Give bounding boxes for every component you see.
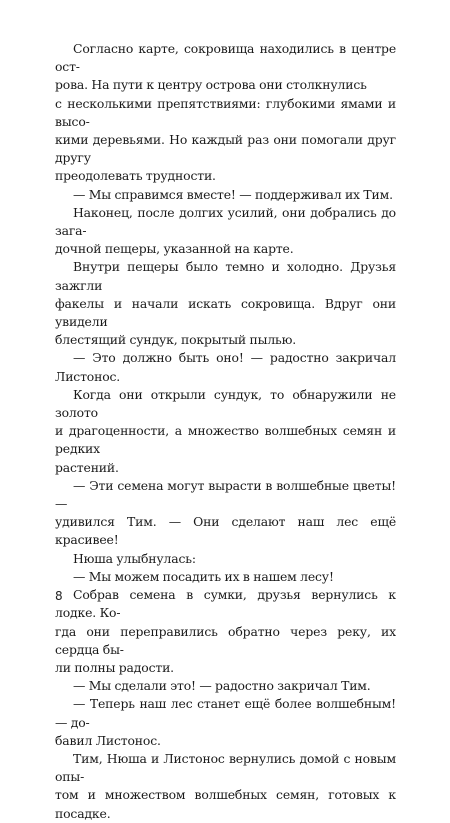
paragraph: — Теперь наш лес станет ещё более волшебным! — до- бавил Листонос. (55, 696, 396, 748)
story-text (55, 40, 396, 823)
paragraph: — Мы справимся вместе! — поддерживал их Тим. (73, 186, 393, 202)
paragraph: — Это должно быть оно! — радостно закричал Листонос. (55, 350, 396, 384)
paragraph: Когда они открыли сундук, то обнаружили не золото и драгоценности, а множество волшебных семян и редких растений. (55, 386, 396, 475)
paragraph: — Мы можем посадить их в нашем лесу! (73, 568, 334, 584)
paragraph: Нюша улыбнулась: (73, 550, 196, 566)
paragraph: Согласно карте, сокровища находились в центре ост- рова. На пути к центру острова они столкнулись с несколькими препятствиями: глубокими ямами и высо- кими деревьями. Но каждый раз они помогали друг другу преодолевать трудности. (55, 41, 396, 184)
paragraph: — Эти семена могут вырасти в волшебные цветы! — удивился Тим. — Они сделают наш лес ещё красивее! (55, 477, 396, 548)
paragraph: Собрав семена в сумки, друзья вернулись к лодке. Ко- гда они переправились обратно через реку, их сердца бы- ли полны радости. (55, 587, 396, 675)
paragraph: — Мы сделали это! — радостно закричал Тим. (73, 678, 371, 694)
paragraph: Наконец, после долгих усилий, они добрались до загa- дочной пещеры, указанной на карте. (55, 204, 396, 257)
page-number: 8 (55, 589, 63, 603)
paragraph: Внутри пещеры было темно и холодно. Друзья зажгли факелы и начали искать сокровища. Вдруг они увидели блестящий сундук, покрытый пылью. (55, 259, 396, 348)
paragraph: Тим, Нюша и Листонос вернулись домой с новым опы- том и множеством волшебных семян, готовых к посадке. (55, 750, 396, 821)
